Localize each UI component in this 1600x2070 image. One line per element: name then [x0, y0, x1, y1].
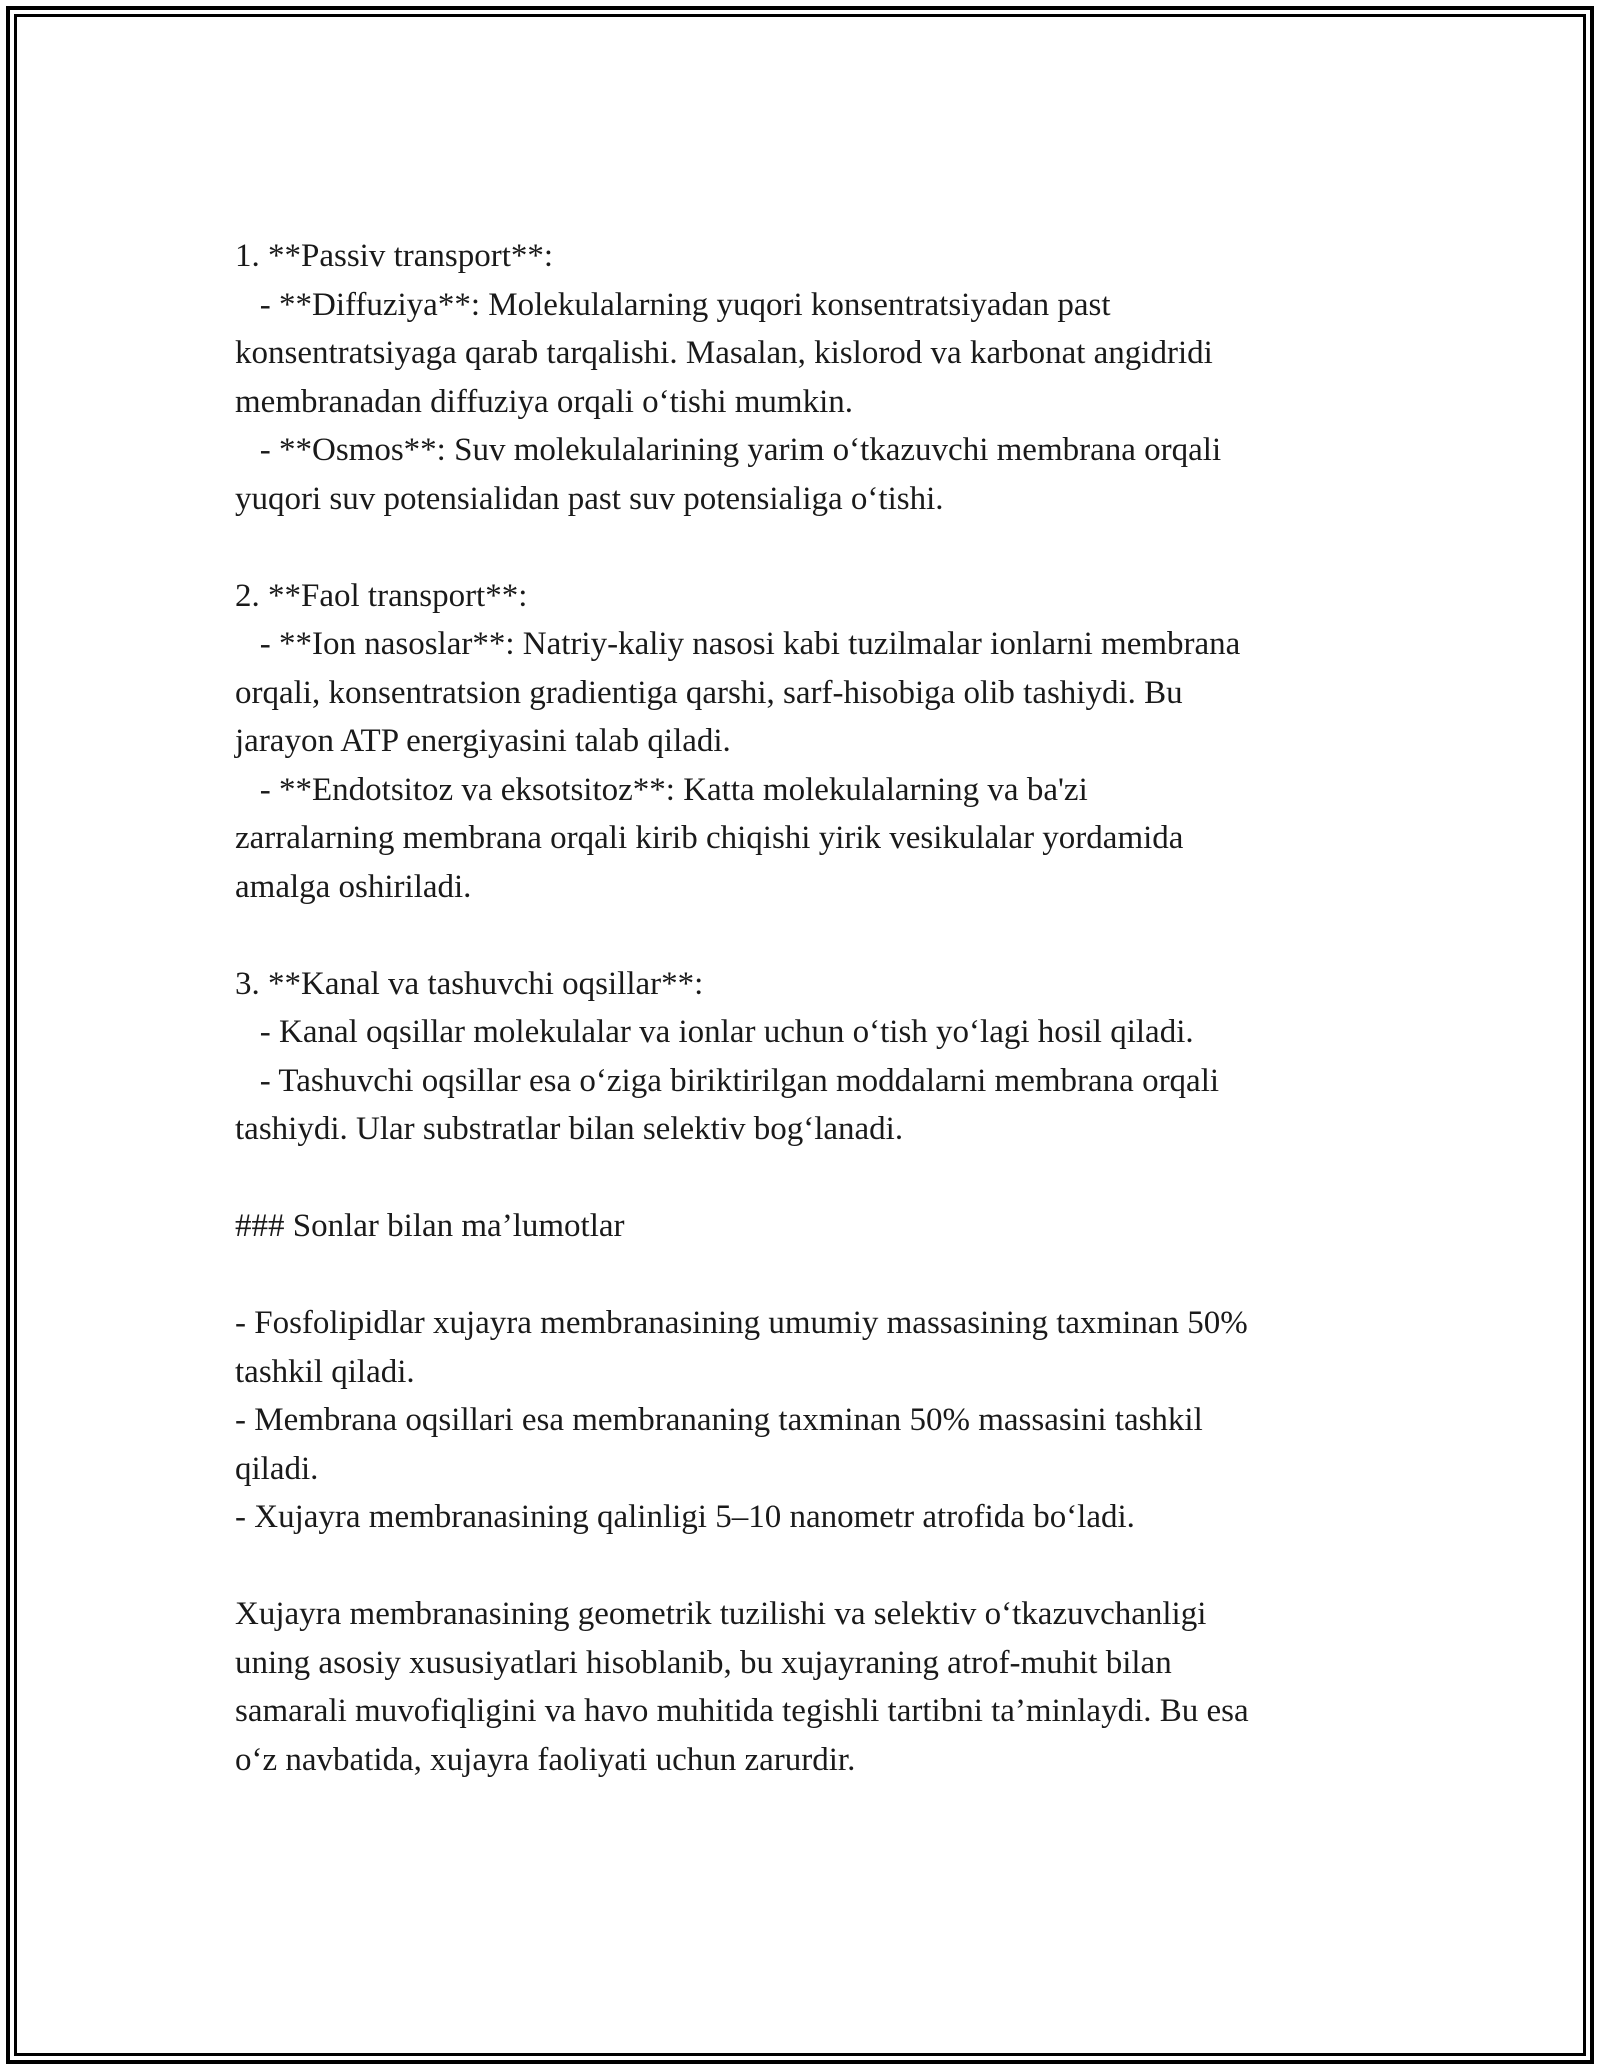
text-line: jarayon ATP energiyasini talab qiladi.: [235, 723, 731, 759]
text-line: - Tashuvchi oqsillar esa o‘ziga biriktirilgan moddalarni membrana orqali: [235, 1062, 1220, 1099]
heading-channel-proteins: 3. **Kanal va tashuvchi oqsillar**:: [235, 965, 704, 1002]
text-line: - **Diffuziya**: Molekulalarning yuqori konsentratsiyadan past: [235, 286, 1111, 323]
document-body: [235, 232, 1415, 1784]
text-line: - **Osmos**: Suv molekulalarining yarim o‘tkazuvchi membrana orqali: [235, 432, 1222, 468]
section-passive-transport: [235, 232, 1415, 523]
section-numbers-list: [235, 1299, 1415, 1542]
text-line: tashkil qiladi.: [235, 1353, 415, 1390]
list-item: - Fosfolipidlar xujayra membranasining umumiy massasining taxminan 50%: [235, 1305, 1248, 1341]
section-channel-proteins: [235, 960, 1415, 1154]
text-line: amalga oshiriladi.: [235, 868, 472, 905]
section-conclusion: [235, 1590, 1415, 1784]
text-line: - **Ion nasoslar**: Natriy-kaliy nasosi kabi tuzilmalar ionlarni membrana: [235, 626, 1241, 662]
text-line: - **Endotsitoz va eksotsitoz**: Katta molekulalarning va ba'zi: [235, 771, 1088, 808]
list-item: - Xujayra membranasining qalinligi 5–10 nanometr atrofida bo‘ladi.: [235, 1499, 1135, 1535]
heading-numbers: ### Sonlar bilan ma’lumotlar: [235, 1208, 625, 1244]
text-line: tashiydi. Ular substratlar bilan selektiv bog‘lanadi.: [235, 1111, 904, 1147]
blank-line: [235, 1251, 1415, 1300]
text-line: uning asosiy xususiyatlari hisoblanib, bu xujayraning atrof-muhit bilan: [235, 1644, 1172, 1681]
text-line: konsentratsiyaga qarab tarqalishi. Masalan, kislorod va karbonat angidridi: [235, 335, 1213, 371]
text-line: Xujayra membranasining geometrik tuzilishi va selektiv o‘tkazuvchanligi: [235, 1596, 1207, 1632]
blank-line: [235, 523, 1415, 572]
section-active-transport: [235, 572, 1415, 912]
text-line: o‘z navbatida, xujayra faoliyati uchun zarurdir.: [235, 1741, 856, 1778]
heading-passive-transport: 1. **Passiv transport**:: [235, 238, 554, 274]
blank-line: [235, 1154, 1415, 1203]
blank-line: [235, 911, 1415, 960]
text-line: membranadan diffuziya orqali o‘tishi mumkin.: [235, 383, 853, 420]
list-item: - Membrana oqsillari esa membrananing taxminan 50% massasini tashkil: [235, 1402, 1203, 1438]
blank-line: [235, 1542, 1415, 1591]
text-line: yuqori suv potensialidan past suv potensialiga o‘tishi.: [235, 480, 944, 517]
text-line: zarralarning membrana orqali kirib chiqishi yirik vesikulalar yordamida: [235, 820, 1184, 856]
text-line: orqali, konsentratsion gradientiga qarshi, sarf-hisobiga olib tashiydi. Bu: [235, 674, 1183, 711]
text-line: qiladi.: [235, 1450, 319, 1487]
heading-active-transport: 2. **Faol transport**:: [235, 577, 528, 614]
section-numbers-heading: [235, 1202, 1415, 1251]
text-line: samarali muvofiqligini va havo muhitida tegishli tartibni ta’minlaydi. Bu esa: [235, 1693, 1249, 1729]
text-line: - Kanal oqsillar molekulalar va ionlar uchun o‘tish yo‘lagi hosil qiladi.: [235, 1014, 1194, 1050]
